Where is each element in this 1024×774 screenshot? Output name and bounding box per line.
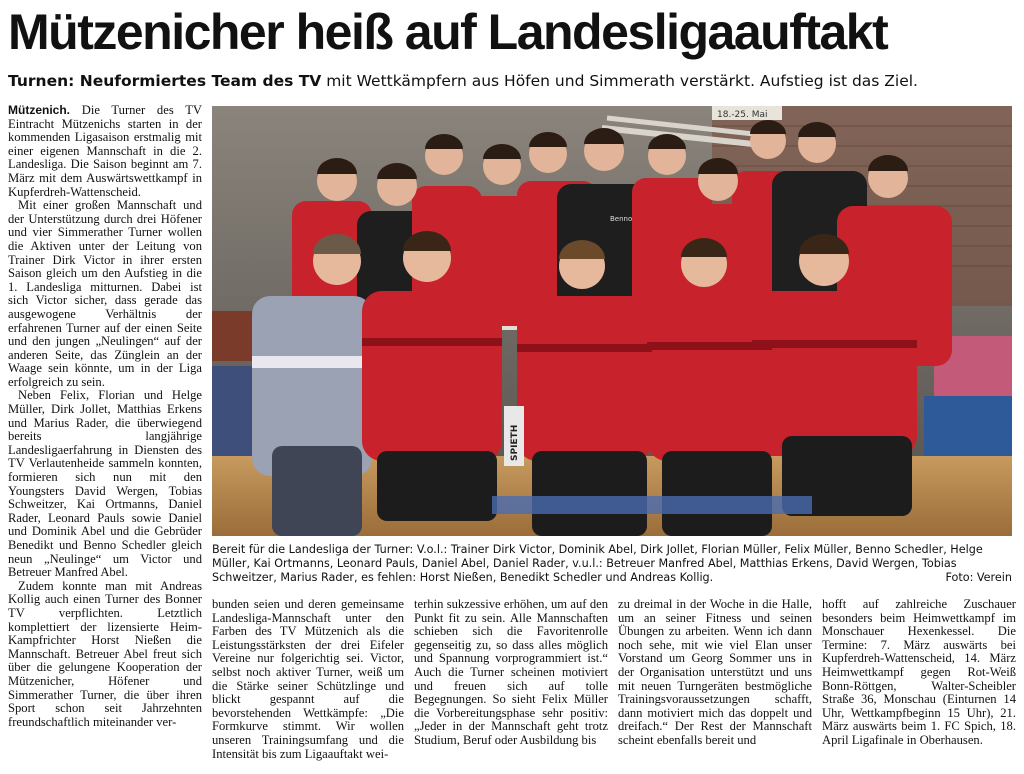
headline: Mützenicher heiß auf Landesligaauftakt <box>8 4 888 60</box>
article-paragraph-1 <box>8 104 202 199</box>
article-column-4 <box>618 598 812 770</box>
article-column-2-text: bunden seien und deren gemeinsame Landesliga-Mannschaft unter den Farben des TV Mützenich als die Leistungsstärksten der drei Eifeler Vereine nur folgerichtig sei. Victor, selbst noch aktiver Turner, weiß um die Stärke seiner Schützlinge und blickt gespannt auf die bevorstehenden Wettkämpfe: „Die Formkurve stimmt. Wir wollen unseren Trainingsumfang und die Intensität bis zum Ligaauftakt wei- <box>212 598 404 761</box>
article-column-3 <box>414 598 608 770</box>
article-paragraph-1-text: Die Turner des TV Eintracht Mützenichs starten in der kommenden Ligasaison erstmalig mit einer eigenen Mannschaft in die 2. Landesliga. Die Saison beginnt am 7. März mit dem Auswärtswettkampf in Kupferdreh-Wattenscheid. <box>8 104 202 199</box>
article-column-5-text: hofft auf zahlreiche Zuschauer besonders beim Heimwettkampf im Monschauer Hexenkessel. Die Termine: 7. März auswärts bei Kupferdreh-Wattenscheid, 14. März Heimwettkampf gegen Rot-Weiß Bonn-Röttgen, Walter-Scheibler Straße 36, Monschau (Einturnen 14 Uhr, Wettkampfbeginn 15 Uhr), 21. März auswärts beim 1. FC Spich, 18. April Ligafinale in Oberhausen. <box>822 598 1016 747</box>
blue-mat-right <box>924 396 1012 456</box>
subheadline-rest: mit Wettkämpfern aus Höfen und Simmerath verstärkt. Aufstieg ist das Ziel. <box>321 72 918 90</box>
shirt-text: Benno <box>610 215 633 223</box>
article-column-4-text: zu dreimal in der Woche in die Halle, um an seiner Fitness und seinen Übungen zu arbeiten. Wenn ich dann noch sehe, mit wie viel Elan unser Vorstand um Georg Sommer uns in der Organisation unterstützt und uns mit neuen Turngeräten bestmögliche Trainingsvoraussetzungen schafft, dann motiviert mich das doppelt und dreifach.“ Der Rest der Mannschaft scheint ebenfalls bereit und <box>618 598 812 747</box>
team-photo-illustration <box>212 106 1012 536</box>
mat-label: SPIETH <box>510 424 520 461</box>
article-paragraph-3: Neben Felix, Florian und Helge Müller, Dirk Jollet, Matthias Erkens und Marius Rader, die überwiegend bereits langjährige Landesligaerfahrung in Diensten des TV Verlautenheide sammeln konnten, formieren sich nun mit den Youngsters David Wergen, Tobias Schweitzer, Kai Ortmanns, Daniel Rader, Leonard Pauls sowie Daniel und Dominik Abel und die Gebrüder Benedikt und Benno Schedler gleich neun „Neulinge“ um Victor und Betreuer Manfred Abel. <box>8 388 202 580</box>
article-column-3-text: terhin sukzessive erhöhen, um auf den Punkt fit zu sein. Alle Mannschaften schieben sich die Favoritenrolle gegenseitig zu, so dass alles möglich und Spannung vorprogrammiert ist.“ Auch die Turner scheinen motiviert und freuen sich auf tolle Begegnungen. So sieht Felix Müller die Vorbereitungsphase sehr positiv: „Jeder in der Mannschaft geht trotz Studium, Beruf oder Ausbildung bis <box>414 598 608 747</box>
article-column-5 <box>822 598 1016 770</box>
team-photo <box>212 106 1012 536</box>
photo-caption <box>212 543 1012 585</box>
subheadline <box>8 70 1018 92</box>
photo-caption-text: Bereit für die Landesliga der Turner: V.o.l.: Trainer Dirk Victor, Dominik Abel, Dirk Jollet, Florian Müller, Felix Müller, Benno Schedler, Helge Müller, Kai Ortmanns, Leonard Pauls, Daniel Abel, Daniel Rader, v.u.l.: Betreuer Manfred Abel, Matthias Erkens, David Wergen, Tobias Schweitzer, Marius Rader, es fehlen: Horst Nießen, Benedikt Schedler und Andreas Kollig. <box>212 543 983 584</box>
dateline: Mützenich. <box>8 104 70 117</box>
photo-credit: Foto: Verein <box>945 571 1012 584</box>
wall-banner-text: 18.-25. Mai <box>717 110 768 120</box>
article-paragraph-2: Mit einer großen Mannschaft und der Unterstützung durch drei Höfener und vier Simmerather Turner wollen die Aktiven unter der Leitung von Trainer Dirk Victor in ihrer ersten Saison gleich um den Aufstieg in die 1. Landesliga mitturnen. Dabei ist sich Victor sicher, dass gerade das ausgewogene Verhältnis der erfahrenen Turner auf der einen Seite und den jungen „Neulingen“ auf der anderen Seite, das Zünglein an der Waage sein könnte, um in der Liga erfolgreich zu sein. <box>8 198 202 389</box>
article-column-1 <box>8 104 202 770</box>
article-column-2 <box>212 598 404 770</box>
blue-strip <box>492 496 812 514</box>
article-paragraph-4: Zudem konnte man mit Andreas Kollig auch einen Turner des Bonner TV verpflichten. Letztlich komplettiert der lizensierte Heim-Kampfrichter Horst Nießen die Mannschaft. Betreuer Abel freut sich über die gelungene Kooperation der Mützenicher, Höfener und Simmerather Turner, die über ihren Sport schon seit Jahrzehnten freundschaftlich miteinander ver- <box>8 578 202 729</box>
subheadline-lead: Turnen: Neuformiertes Team des TV <box>8 72 322 90</box>
